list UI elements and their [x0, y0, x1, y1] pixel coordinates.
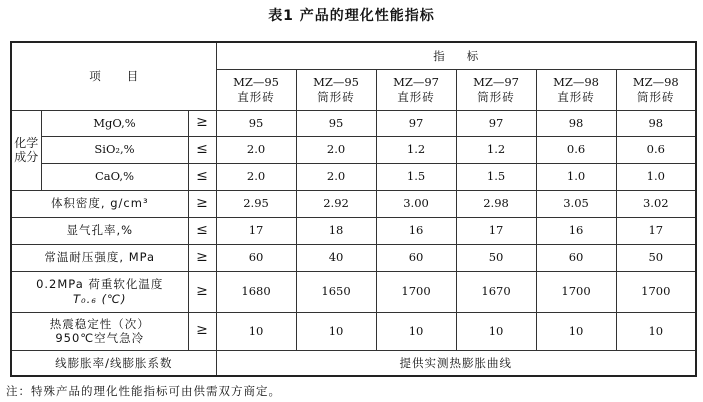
- cell: 1650: [296, 271, 376, 312]
- cell: 60: [216, 244, 296, 271]
- cell: 95: [216, 110, 296, 136]
- cell: 16: [536, 217, 616, 244]
- cell: 50: [456, 244, 536, 271]
- header-item: 项目: [11, 42, 216, 110]
- row-name: 体积密度, g/cm³: [11, 190, 188, 217]
- header-index: 指标: [216, 42, 696, 69]
- cell: 97: [456, 110, 536, 136]
- cell: 97: [376, 110, 456, 136]
- cell: 10: [296, 312, 376, 350]
- product-header: MZ—97 筒形砖: [456, 69, 536, 110]
- row-name: 0.2MPa 荷重软化温度 T₀.₆ (℃): [11, 271, 188, 312]
- row-name: 线膨胀率/线膨胀系数: [11, 350, 216, 376]
- row-sym: ≤: [188, 217, 216, 244]
- cell: 3.02: [616, 190, 696, 217]
- table-row: [11, 271, 696, 312]
- product-header: MZ—98 筒形砖: [616, 69, 696, 110]
- cell: 16: [376, 217, 456, 244]
- cell: 1680: [216, 271, 296, 312]
- cell: 98: [536, 110, 616, 136]
- row-name: CaO,%: [41, 163, 188, 190]
- table-row: [11, 163, 696, 190]
- cell: 1670: [456, 271, 536, 312]
- row-name: 显气孔率,%: [11, 217, 188, 244]
- table-row: [11, 217, 696, 244]
- chem-group-label: 化学成分: [11, 110, 41, 190]
- row-sym: ≥: [188, 244, 216, 271]
- cell: 1.5: [456, 163, 536, 190]
- cell: 10: [536, 312, 616, 350]
- cell: 17: [456, 217, 536, 244]
- cell: 10: [216, 312, 296, 350]
- cell: 0.6: [536, 136, 616, 163]
- cell: 3.00: [376, 190, 456, 217]
- cell: 1.5: [376, 163, 456, 190]
- cell: 1.0: [536, 163, 616, 190]
- row-name: 常温耐压强度, MPa: [11, 244, 188, 271]
- cell: 2.0: [216, 163, 296, 190]
- cell: 40: [296, 244, 376, 271]
- cell: 17: [616, 217, 696, 244]
- cell: 1700: [536, 271, 616, 312]
- cell: 1.2: [376, 136, 456, 163]
- cell: 10: [456, 312, 536, 350]
- cell: 98: [616, 110, 696, 136]
- table-title: 表1 产品的理化性能指标: [268, 8, 435, 24]
- cell: 1.0: [616, 163, 696, 190]
- cell: 60: [536, 244, 616, 271]
- cell: 18: [296, 217, 376, 244]
- row-sym: ≥: [188, 190, 216, 217]
- cell: 10: [616, 312, 696, 350]
- cell: 2.98: [456, 190, 536, 217]
- expansion-value: 提供实测热膨胀曲线: [216, 350, 696, 376]
- cell: 2.92: [296, 190, 376, 217]
- cell: 95: [296, 110, 376, 136]
- cell: 2.0: [296, 136, 376, 163]
- table-row: [11, 350, 696, 376]
- product-header: MZ—98 直形砖: [536, 69, 616, 110]
- table-row: [11, 190, 696, 217]
- row-name: SiO₂,%: [41, 136, 188, 163]
- row-sym: ≥: [188, 271, 216, 312]
- cell: 10: [376, 312, 456, 350]
- cell: 2.95: [216, 190, 296, 217]
- cell: 2.0: [296, 163, 376, 190]
- table-note: 注：特殊产品的理化性能指标可由供需双方商定。: [6, 384, 281, 398]
- table-row: [11, 110, 696, 136]
- properties-table: [10, 41, 697, 377]
- product-header: MZ—95 直形砖: [216, 69, 296, 110]
- product-header: MZ—95 筒形砖: [296, 69, 376, 110]
- row-sym: ≤: [188, 163, 216, 190]
- cell: 60: [376, 244, 456, 271]
- row-name: MgO,%: [41, 110, 188, 136]
- row-sym: ≥: [188, 110, 216, 136]
- cell: 3.05: [536, 190, 616, 217]
- cell: 50: [616, 244, 696, 271]
- cell: 1700: [616, 271, 696, 312]
- table-row: [11, 312, 696, 350]
- cell: 0.6: [616, 136, 696, 163]
- row-sym: ≥: [188, 312, 216, 350]
- table-row: [11, 136, 696, 163]
- cell: 2.0: [216, 136, 296, 163]
- row-name: 热震稳定性（次） 950℃空气急冷: [11, 312, 188, 350]
- cell: 1.2: [456, 136, 536, 163]
- cell: 17: [216, 217, 296, 244]
- cell: 1700: [376, 271, 456, 312]
- header-row-1: [11, 42, 696, 69]
- row-sym: ≤: [188, 136, 216, 163]
- product-header: MZ—97 直形砖: [376, 69, 456, 110]
- table-row: [11, 244, 696, 271]
